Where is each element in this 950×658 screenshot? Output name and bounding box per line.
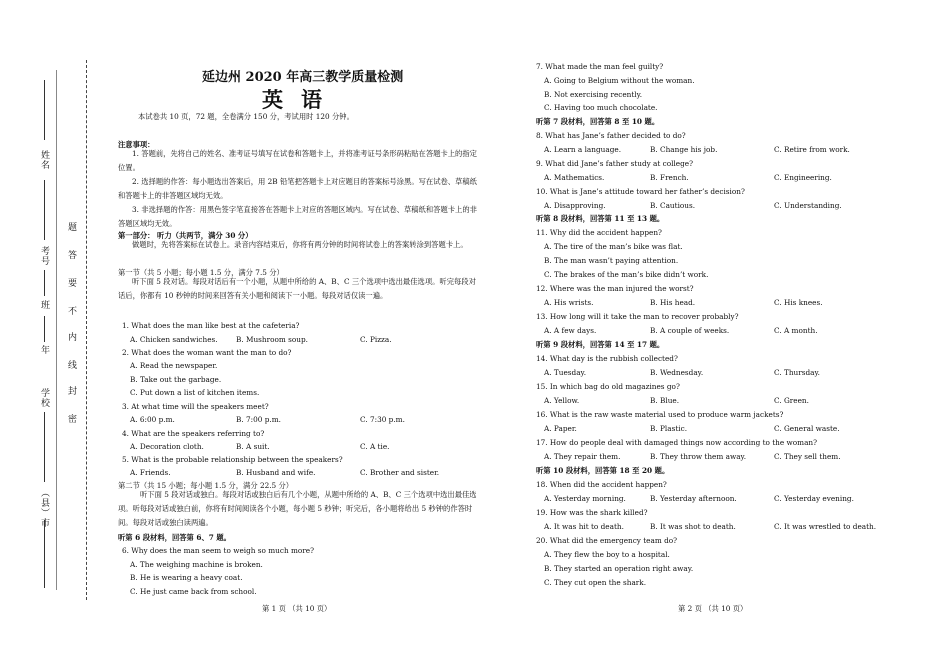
school-label: 学校 [39, 388, 49, 408]
section1-heading: 第一节（共 5 小题；每小题 1.5 分，满分 7.5 分） [118, 268, 284, 277]
q8-option-c[interactable]: C. Retire from work. [774, 145, 850, 154]
fold-line-outer [56, 70, 57, 590]
q16-option-a[interactable]: A. Paper. [544, 424, 577, 433]
exam-no-label: 考号 [39, 246, 49, 266]
q17-option-b[interactable]: B. They throw them away. [650, 452, 747, 461]
question-2: 2. What does the woman want the man to do? [122, 348, 292, 357]
q9-option-b[interactable]: B. French. [650, 173, 689, 182]
q3-option-b[interactable]: B. 7:00 p.m. [236, 415, 281, 424]
q10-option-c[interactable]: C. Understanding. [774, 201, 842, 210]
class-label: 班 [39, 300, 49, 310]
q11-option-a[interactable]: A. The tire of the man’s bike was flat. [544, 242, 683, 251]
section1-instructions: 听下面 5 段对话。每段对话后有一个小题，从题中所给的 A、B、C 三个选项中选出最佳选项。听完每段对话后，你都有 10 秒钟的时间来回答有关小题和阅读下一小题。每段对话仅读一遍。 [118, 277, 476, 300]
q14-option-a[interactable]: A. Tuesday. [544, 368, 587, 377]
question-14: 14. What day is the rubbish collected? [536, 354, 678, 363]
q9-option-a[interactable]: A. Mathematics. [544, 173, 605, 182]
q19-option-a[interactable]: A. It was hit to death. [544, 522, 624, 531]
question-6: 6. Why does the man seem to weigh so much more? [122, 546, 314, 555]
material-7-heading: 听第 7 段材料，回答第 8 至 10 题。 [536, 117, 660, 126]
material-6-heading: 听第 6 段材料，回答第 6、7 题。 [118, 533, 231, 542]
question-3: 3. At what time will the speakers meet? [122, 402, 269, 411]
part1-heading: 第一部分： 听力（共两节，满分 30 分） [118, 231, 253, 240]
subject-title: 英语 [262, 87, 340, 112]
seal-char: 线 [68, 361, 78, 371]
q13-option-c[interactable]: C. A month. [774, 326, 818, 335]
q2-option-a[interactable]: A. Read the newspaper. [130, 361, 218, 370]
material-10-heading: 听第 10 段材料，回答第 18 至 20 题。 [536, 466, 670, 475]
question-13: 13. How long will it take the man to recover probably? [536, 312, 739, 321]
q6-option-b[interactable]: B. He is wearing a heavy coat. [130, 573, 243, 582]
q15-option-c[interactable]: C. Green. [774, 396, 809, 405]
q7-option-b[interactable]: B. Not exercising recently. [544, 90, 643, 99]
q2-option-c[interactable]: C. Put down a list of kitchen items. [130, 388, 260, 397]
grade-label: 年 [39, 345, 49, 355]
q14-option-c[interactable]: C. Thursday. [774, 368, 820, 377]
binding-margin [0, 0, 110, 658]
exam-no-field[interactable] [44, 180, 45, 240]
q8-option-a[interactable]: A. Learn a language. [544, 145, 622, 154]
grade-field[interactable] [44, 316, 45, 342]
q3-option-a[interactable]: A. 6:00 p.m. [130, 415, 175, 424]
q12-option-a[interactable]: A. His wrists. [544, 298, 594, 307]
question-10: 10. What is Jane’s attitude toward her father’s decision? [536, 187, 745, 196]
q14-option-b[interactable]: B. Wednesday. [650, 368, 704, 377]
question-12: 12. Where was the man injured the worst? [536, 284, 694, 293]
county-label: （县）市 [39, 488, 49, 528]
q8-option-b[interactable]: B. Change his job. [650, 145, 718, 154]
notice-2: 2. 选择题的作答：每小题选出答案后，用 2B 铅笔把答题卡上对应题目的答案标号涂黑。写在试卷、草稿纸和答题卡上的非答题区域均无效。 [118, 177, 477, 200]
material-9-heading: 听第 9 段材料，回答第 14 至 17 题。 [536, 340, 665, 349]
exam-intro: 本试卷共 10 页，72 题，全卷满分 150 分，考试用时 120 分钟。 [138, 112, 354, 121]
section2-instructions: 听下面 5 段对话或独白。每段对话或独白后有几个小题，从题中所给的 A、B、C 三个选项中选出最佳选项。听每段对话或独白前，你将有时间阅读各个小题，每小题 5 秒钟；听完后，各小题将给出 5 秒钟的作答时间。每段对话或独白读两遍。 [118, 490, 477, 527]
seal-char: 题 [68, 223, 78, 233]
exam-title: 延边州 2020 年高三教学质量检测 [202, 70, 404, 85]
q20-option-b[interactable]: B. They started an operation right away. [544, 564, 694, 573]
q18-option-a[interactable]: A. Yesterday morning. [544, 494, 626, 503]
q13-option-a[interactable]: A. A few days. [544, 326, 597, 335]
q7-option-c[interactable]: C. Having too much chocolate. [544, 103, 658, 112]
q18-option-c[interactable]: C. Yesterday evening. [774, 494, 854, 503]
page-1-footer: 第 1 页 （共 10 页） [262, 604, 332, 613]
question-18: 18. When did the accident happen? [536, 480, 667, 489]
page-1 [110, 0, 485, 658]
q4-option-c[interactable]: C. A tie. [360, 442, 390, 451]
part1-instructions: 做题时，先将答案标在试卷上。录音内容结束后，你将有两分钟的时间将试卷上的答案转涂到答题卡上。 [132, 240, 468, 249]
seal-char: 答 [68, 251, 78, 261]
q10-option-a[interactable]: A. Disapproving. [544, 201, 606, 210]
q4-option-a[interactable]: A. Decoration cloth. [130, 442, 204, 451]
q1-option-b[interactable]: B. Mushroom soup. [236, 335, 308, 344]
seal-char: 内 [68, 333, 78, 343]
q20-option-c[interactable]: C. They cut open the shark. [544, 578, 647, 587]
class-field[interactable] [44, 270, 45, 296]
q9-option-c[interactable]: C. Engineering. [774, 173, 832, 182]
school-field[interactable] [44, 412, 45, 482]
q5-option-c[interactable]: C. Brother and sister. [360, 468, 440, 477]
material-8-heading: 听第 8 段材料，回答第 11 至 13 题。 [536, 214, 665, 223]
question-7: 7. What made the man feel guilty? [536, 62, 664, 71]
q17-option-c[interactable]: C. They sell them. [774, 452, 841, 461]
q2-option-b[interactable]: B. Take out the garbage. [130, 375, 222, 384]
q20-option-a[interactable]: A. They flew the boy to a hospital. [544, 550, 670, 559]
seal-char: 密 [68, 415, 78, 425]
seal-char: 要 [68, 279, 78, 289]
q12-option-b[interactable]: B. His head. [650, 298, 696, 307]
q16-option-c[interactable]: C. General waste. [774, 424, 840, 433]
q11-option-c[interactable]: C. The brakes of the man’s bike didn’t work. [544, 270, 709, 279]
page-2 [530, 0, 930, 658]
question-1: 1. What does the man like best at the cafeteria? [122, 321, 300, 330]
notice-heading: 注意事项： [118, 140, 155, 149]
question-5: 5. What is the probable relationship between the speakers? [122, 455, 343, 464]
q7-option-a[interactable]: A. Going to Belgium without the woman. [544, 76, 695, 85]
notice-3: 3. 非选择题的作答：用黑色签字笔直接答在答题卡上对应的答题区域内。写在试卷、草稿纸和答题卡上的非答题区域均无效。 [118, 205, 477, 228]
q16-option-b[interactable]: B. Plastic. [650, 424, 688, 433]
seal-char: 不 [68, 307, 78, 317]
notice-1: 1. 答题前，先将自己的姓名、准考证号填写在试卷和答题卡上，并将准考证号条形码粘贴在答题卡上的指定位置。 [118, 149, 477, 172]
question-20: 20. What did the emergency team do? [536, 536, 678, 545]
q13-option-b[interactable]: B. A couple of weeks. [650, 326, 730, 335]
q18-option-b[interactable]: B. Yesterday afternoon. [650, 494, 737, 503]
q6-option-a[interactable]: A. The weighing machine is broken. [130, 560, 263, 569]
q3-option-c[interactable]: C. 7:30 p.m. [360, 415, 405, 424]
section2-heading: 第二节（共 15 小题；每小题 1.5 分，满分 22.5 分） [118, 481, 294, 490]
q1-option-c[interactable]: C. Pizza. [360, 335, 392, 344]
q11-option-b[interactable]: B. The man wasn’t paying attention. [544, 256, 679, 265]
q5-option-b[interactable]: B. Husband and wife. [236, 468, 316, 477]
question-9: 9. What did Jane’s father study at college? [536, 159, 694, 168]
q15-option-a[interactable]: A. Yellow. [544, 396, 580, 405]
q19-option-c[interactable]: C. It was wrestled to death. [774, 522, 877, 531]
question-16: 16. What is the raw waste material used to produce warm jackets? [536, 410, 784, 419]
page-2-footer: 第 2 页 （共 10 页） [678, 604, 748, 613]
question-11: 11. Why did the accident happen? [536, 228, 662, 237]
seal-line [86, 60, 87, 600]
county-field[interactable] [44, 520, 45, 588]
q6-option-c[interactable]: C. He just came back from school. [130, 587, 257, 596]
question-17: 17. How do people deal with damaged things now according to the woman? [536, 438, 818, 447]
q15-option-b[interactable]: B. Blue. [650, 396, 680, 405]
q10-option-b[interactable]: B. Cautious. [650, 201, 696, 210]
question-19: 19. How was the shark killed? [536, 508, 648, 517]
question-8: 8. What has Jane’s father decided to do? [536, 131, 686, 140]
q19-option-b[interactable]: B. It was shot to death. [650, 522, 736, 531]
q5-option-a[interactable]: A. Friends. [130, 468, 171, 477]
question-15: 15. In which bag do old magazines go? [536, 382, 680, 391]
name-field[interactable] [44, 80, 45, 140]
q4-option-b[interactable]: B. A suit. [236, 442, 270, 451]
question-4: 4. What are the speakers referring to? [122, 429, 265, 438]
name-label: 姓名 [39, 150, 49, 170]
q17-option-a[interactable]: A. They repair them. [544, 452, 621, 461]
q12-option-c[interactable]: C. His knees. [774, 298, 823, 307]
q1-option-a[interactable]: A. Chicken sandwiches. [130, 335, 218, 344]
seal-char: 封 [68, 387, 78, 397]
